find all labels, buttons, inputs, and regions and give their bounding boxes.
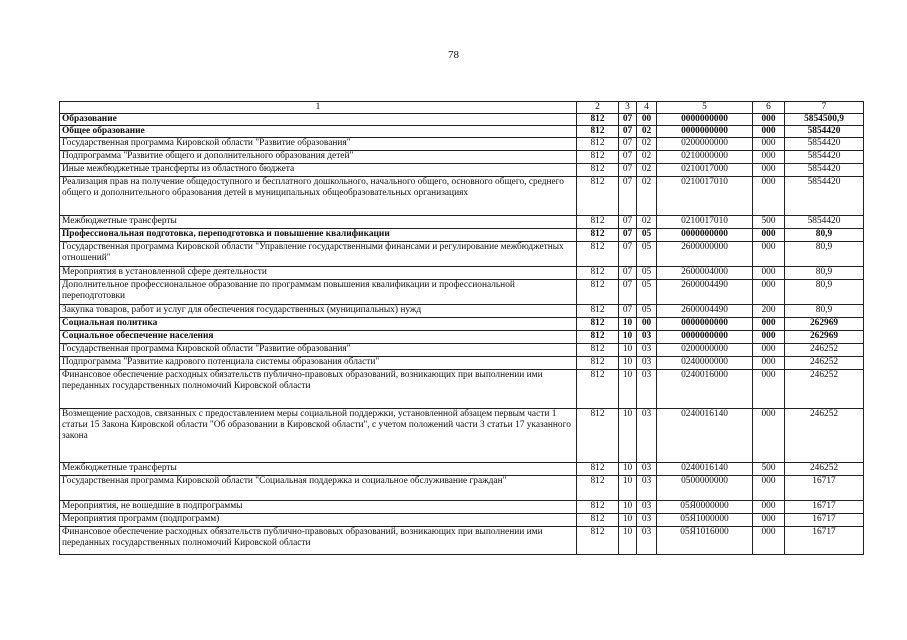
target-article-code-cell: 05Я1000000 [657,514,753,527]
section-code-cell: 10 [619,514,637,527]
ministry-code-cell: 812 [577,357,619,370]
ministry-code-cell: 812 [577,126,619,138]
ministry-code-cell: 812 [577,514,619,527]
section-code-cell: 07 [619,305,637,318]
expense-type-code-cell: 000 [753,267,785,280]
target-article-code-cell: 05Я1016000 [657,527,753,555]
column-header: 1 [60,102,577,114]
row-name-cell: Реализация прав на получение общедоступного и бесплатного дошкольного, начального общего, основного общего, среднего общего и дополнительного образования детей в муниципальных общеобразовательных организациях [60,177,577,216]
column-header: 7 [785,102,864,114]
section-code-cell: 07 [619,138,637,151]
target-article-code-cell: 0200000000 [657,138,753,151]
expense-type-code-cell: 000 [753,242,785,267]
section-code-cell: 10 [619,344,637,357]
row-name-cell: Закупка товаров, работ и услуг для обеспечения государственных (муниципальных) нужд [60,305,577,318]
subsection-code-cell: 03 [637,357,657,370]
ministry-code-cell: 812 [577,527,619,555]
row-name-cell: Государственная программа Кировской области "Развитие образования" [60,344,577,357]
ministry-code-cell: 812 [577,138,619,151]
expense-type-code-cell: 000 [753,280,785,305]
target-article-code-cell: 0000000000 [657,114,753,126]
subsection-code-cell: 02 [637,151,657,164]
row-name-cell: Мероприятия, не вошедшие в подпрограммы [60,501,577,514]
table-row [60,242,864,267]
target-article-code-cell: 0240016140 [657,409,753,463]
target-article-code-cell: 0000000000 [657,126,753,138]
amount-cell: 5854420 [785,164,864,177]
row-name-cell: Государственная программа Кировской области "Управление государственными финансами и регулирование межбюджетных отношений" [60,242,577,267]
row-name-cell: Дополнительное профессиональное образование по программам повышения квалификации и профессиональной переподготовки [60,280,577,305]
ministry-code-cell: 812 [577,331,619,344]
section-code-cell: 07 [619,267,637,280]
row-name-cell: Возмещение расходов, связанных с предоставлением меры социальной поддержки, установленной абзацем первым части 1 статьи 15 Закона Кировской области "Об образовании в Кировской области", с учетом положений части 3 статьи 17 указанного закона [60,409,577,463]
expense-type-code-cell: 000 [753,344,785,357]
column-header: 6 [753,102,785,114]
subsection-code-cell: 03 [637,344,657,357]
expense-type-code-cell: 000 [753,177,785,216]
expense-type-code-cell: 000 [753,476,785,501]
section-code-cell: 07 [619,216,637,229]
subsection-code-cell: 05 [637,229,657,242]
subsection-code-cell: 05 [637,280,657,305]
amount-cell: 5854420 [785,216,864,229]
row-name-cell: Мероприятия в установленной сфере деятельности [60,267,577,280]
ministry-code-cell: 812 [577,318,619,331]
table-row [60,280,864,305]
target-article-code-cell: 2600004490 [657,280,753,305]
row-name-cell: Государственная программа Кировской области "Социальная поддержка и социальное обслуживание граждан" [60,476,577,501]
table-row [60,114,864,126]
amount-cell: 5854500,9 [785,114,864,126]
ministry-code-cell: 812 [577,280,619,305]
subsection-code-cell: 03 [637,514,657,527]
section-code-cell: 10 [619,501,637,514]
section-code-cell: 10 [619,357,637,370]
amount-cell: 262969 [785,331,864,344]
table-row [60,344,864,357]
expense-type-code-cell: 000 [753,527,785,555]
amount-cell: 16717 [785,501,864,514]
subsection-code-cell: 05 [637,305,657,318]
section-code-cell: 07 [619,242,637,267]
subsection-code-cell: 03 [637,370,657,409]
target-article-code-cell: 0500000000 [657,476,753,501]
expense-type-code-cell: 000 [753,370,785,409]
section-code-cell: 10 [619,318,637,331]
amount-cell: 16717 [785,514,864,527]
ministry-code-cell: 812 [577,164,619,177]
target-article-code-cell: 0000000000 [657,229,753,242]
row-name-cell: Финансовое обеспечение расходных обязательств публично-правовых образований, возникающих при выполнении ими переданных государственных полномочий Кировской области [60,527,577,555]
amount-cell: 246252 [785,370,864,409]
expense-type-code-cell: 200 [753,305,785,318]
table-row [60,476,864,501]
amount-cell: 80,9 [785,229,864,242]
subsection-code-cell: 03 [637,409,657,463]
subsection-code-cell: 03 [637,501,657,514]
row-name-cell: Иные межбюджетные трансферты из областного бюджета [60,164,577,177]
column-header: 3 [619,102,637,114]
amount-cell: 246252 [785,409,864,463]
table-row [60,331,864,344]
subsection-code-cell: 00 [637,318,657,331]
expense-type-code-cell: 000 [753,409,785,463]
row-name-cell: Образование [60,114,577,126]
expense-type-code-cell: 000 [753,126,785,138]
section-code-cell: 10 [619,331,637,344]
ministry-code-cell: 812 [577,501,619,514]
section-code-cell: 07 [619,177,637,216]
table-row [60,463,864,476]
column-header: 4 [637,102,657,114]
target-article-code-cell: 0000000000 [657,318,753,331]
subsection-code-cell: 05 [637,267,657,280]
expense-type-code-cell: 000 [753,318,785,331]
row-name-cell: Подпрограмма "Развитие кадрового потенциала системы образования области" [60,357,577,370]
table-row [60,177,864,216]
expense-type-code-cell: 000 [753,514,785,527]
ministry-code-cell: 812 [577,151,619,164]
amount-cell: 16717 [785,527,864,555]
ministry-code-cell: 812 [577,344,619,357]
amount-cell: 5854420 [785,177,864,216]
ministry-code-cell: 812 [577,476,619,501]
page-number: 78 [448,49,459,61]
expense-type-code-cell: 000 [753,151,785,164]
target-article-code-cell: 2600000000 [657,242,753,267]
amount-cell: 5854420 [785,151,864,164]
target-article-code-cell: 2600004490 [657,305,753,318]
amount-cell: 80,9 [785,242,864,267]
section-code-cell: 07 [619,126,637,138]
target-article-code-cell: 0210017010 [657,216,753,229]
subsection-code-cell: 03 [637,463,657,476]
subsection-code-cell: 03 [637,527,657,555]
expense-type-code-cell: 500 [753,463,785,476]
target-article-code-cell: 05Я0000000 [657,501,753,514]
amount-cell: 246252 [785,344,864,357]
row-name-cell: Социальное обеспечение населения [60,331,577,344]
table-row [60,514,864,527]
table-row [60,357,864,370]
row-name-cell: Финансовое обеспечение расходных обязательств публично-правовых образований, возникающих при выполнении ими переданных государственных полномочий Кировской области [60,370,577,409]
section-code-cell: 07 [619,114,637,126]
table-row [60,409,864,463]
amount-cell: 80,9 [785,280,864,305]
ministry-code-cell: 812 [577,177,619,216]
ministry-code-cell: 812 [577,229,619,242]
subsection-code-cell: 00 [637,114,657,126]
section-code-cell: 07 [619,280,637,305]
row-name-cell: Подпрограмма "Развитие общего и дополнительного образования детей" [60,151,577,164]
expense-type-code-cell: 500 [753,216,785,229]
table-row [60,229,864,242]
budget-table [59,101,864,555]
section-code-cell: 07 [619,229,637,242]
table-row [60,151,864,164]
target-article-code-cell: 0210000000 [657,151,753,164]
table-row [60,138,864,151]
section-code-cell: 10 [619,476,637,501]
row-name-cell: Межбюджетные трансферты [60,463,577,476]
table-row [60,527,864,555]
section-code-cell: 07 [619,164,637,177]
ministry-code-cell: 812 [577,242,619,267]
subsection-code-cell: 02 [637,126,657,138]
amount-cell: 262969 [785,318,864,331]
target-article-code-cell: 0240016140 [657,463,753,476]
ministry-code-cell: 812 [577,305,619,318]
target-article-code-cell: 2600004000 [657,267,753,280]
column-header: 2 [577,102,619,114]
expense-type-code-cell: 000 [753,501,785,514]
row-name-cell: Мероприятия программ (подпрограмм) [60,514,577,527]
expense-type-code-cell: 000 [753,331,785,344]
target-article-code-cell: 0000000000 [657,331,753,344]
section-code-cell: 10 [619,527,637,555]
row-name-cell: Государственная программа Кировской области "Развитие образования" [60,138,577,151]
amount-cell: 246252 [785,463,864,476]
ministry-code-cell: 812 [577,267,619,280]
expense-type-code-cell: 000 [753,164,785,177]
subsection-code-cell: 02 [637,177,657,216]
subsection-code-cell: 03 [637,476,657,501]
subsection-code-cell: 05 [637,242,657,267]
table-row [60,501,864,514]
table-row [60,318,864,331]
ministry-code-cell: 812 [577,370,619,409]
ministry-code-cell: 812 [577,114,619,126]
subsection-code-cell: 02 [637,138,657,151]
target-article-code-cell: 0210017010 [657,177,753,216]
target-article-code-cell: 0240000000 [657,357,753,370]
expense-type-code-cell: 000 [753,357,785,370]
row-name-cell: Общее образование [60,126,577,138]
subsection-code-cell: 02 [637,216,657,229]
ministry-code-cell: 812 [577,409,619,463]
target-article-code-cell: 0240016000 [657,370,753,409]
table-header-row [60,102,864,114]
section-code-cell: 07 [619,151,637,164]
amount-cell: 246252 [785,357,864,370]
ministry-code-cell: 812 [577,463,619,476]
amount-cell: 80,9 [785,267,864,280]
amount-cell: 5854420 [785,138,864,151]
amount-cell: 80,9 [785,305,864,318]
row-name-cell: Профессиональная подготовка, переподготовка и повышение квалификации [60,229,577,242]
table-row [60,370,864,409]
subsection-code-cell: 02 [637,164,657,177]
row-name-cell: Межбюджетные трансферты [60,216,577,229]
subsection-code-cell: 03 [637,331,657,344]
expense-type-code-cell: 000 [753,114,785,126]
amount-cell: 5854420 [785,126,864,138]
expense-type-code-cell: 000 [753,138,785,151]
section-code-cell: 10 [619,370,637,409]
table-row [60,305,864,318]
section-code-cell: 10 [619,409,637,463]
expense-type-code-cell: 000 [753,229,785,242]
target-article-code-cell: 0210017000 [657,164,753,177]
amount-cell: 16717 [785,476,864,501]
table-row [60,126,864,138]
ministry-code-cell: 812 [577,216,619,229]
target-article-code-cell: 0200000000 [657,344,753,357]
table-row [60,216,864,229]
column-header: 5 [657,102,753,114]
table-row [60,164,864,177]
row-name-cell: Социальная политика [60,318,577,331]
section-code-cell: 10 [619,463,637,476]
table-row [60,267,864,280]
